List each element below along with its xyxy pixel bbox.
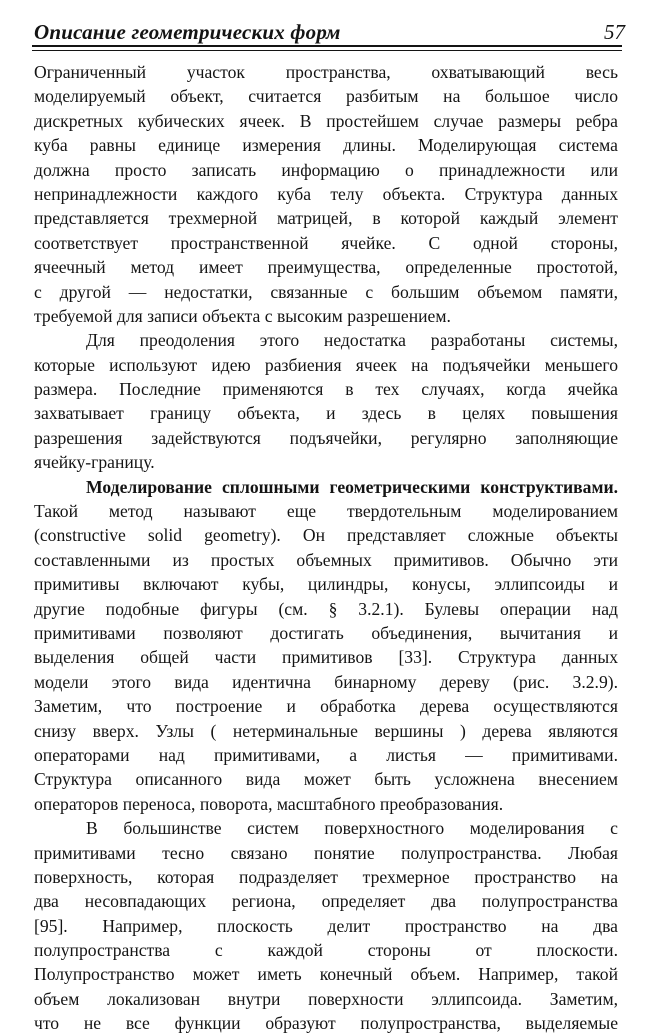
text-line: разрешения задействуются подъячейки, регулярно заполняющие [34, 427, 618, 448]
text-line: Для преодоления этого недостатка разработаны системы, [86, 330, 618, 351]
header-rule [32, 45, 622, 47]
text-line: Заметим, что построение и обработка дерева осуществляются [34, 696, 618, 717]
text-line: операторами над примитивами, а листья — примитивами. [34, 744, 618, 765]
running-title: Описание геометрических форм [34, 20, 341, 44]
text-line: с другой — недостатки, связанные с большим объемом памяти, [34, 281, 618, 302]
header-rule-thin [32, 50, 622, 51]
text-line: поверхность, которая подразделяет трехмерное пространство на [34, 866, 618, 887]
text-line: примитивы включают кубы, цилиндры, конусы, эллипсоиды и [34, 574, 618, 595]
paragraph [34, 328, 618, 474]
text-line: которые используют идею разбиения ячеек на подъячейки меньшего [34, 354, 618, 375]
section-heading: Моделирование сплошными геометрическими конструктивами. [86, 476, 618, 497]
text-line: составленными из простых объемных примитивов. Обычно эти [34, 549, 618, 570]
text-line: [95]. Например, плоскость делит пространство на два [34, 915, 618, 936]
text-line: моделируемый объект, считается разбитым на большое число [34, 86, 618, 107]
text-line: дискретных кубических ячеек. В простейшем случае размеры ребра [34, 110, 618, 131]
text-line: захватывает границу объекта, и здесь в целях повышения [34, 403, 618, 424]
text-line: представляется трехмерной матрицей, в которой каждый элемент [34, 208, 618, 229]
text-line: объем локализован внутри поверхности эллипсоида. Заметим, [34, 988, 618, 1009]
running-header [34, 18, 625, 46]
text-line: непринадлежности каждого куба телу объекта. Структура данных [34, 183, 618, 204]
text-line: что не все функции образуют полупространства, выделяемые [34, 1013, 618, 1034]
text-line: размера. Последние применяются в тех случаях, когда ячейка [34, 379, 618, 400]
text-line: выделения общей части примитивов [33]. Структура данных [34, 647, 618, 668]
text-line: снизу вверх. Узлы ( нетерминальные вершины ) дерева являются [34, 720, 618, 741]
text-line: ячеечный метод имеет преимущества, определенные простотой, [34, 257, 618, 278]
text-line: полупространства с каждой стороны от плоскости. [34, 940, 618, 961]
text-line: куба равны единице измерения длины. Моделирующая система [34, 135, 618, 156]
body-text [34, 60, 618, 1036]
text-line: другие подобные фигуры (см. § 3.2.1). Булевы операции над [34, 598, 618, 619]
text-line: примитивами позволяют достигать объединения, вычитания и [34, 622, 618, 643]
text-line: Структура описанного вида может быть усложнена внесением [34, 769, 618, 790]
text-line: Такой метод называют еще твердотельным моделированием [34, 501, 618, 522]
page-number: 57 [604, 20, 625, 44]
text-line: соответствует пространственной ячейке. С одной стороны, [34, 232, 618, 253]
text-line: Ограниченный участок пространства, охватывающий весь [34, 62, 618, 82]
text-line: В большинстве систем поверхностного моделирования с [86, 818, 618, 839]
paragraph [34, 816, 618, 1036]
text-line: примитивами тесно связано понятие полупространства. Любая [34, 842, 618, 863]
paragraph [34, 60, 618, 328]
paragraph [34, 475, 618, 816]
text-line: операторов переноса, поворота, масштабного преобразования. [34, 793, 504, 814]
text-line: требуемой для записи объекта с высоким разрешением. [34, 305, 451, 326]
text-line: два несовпадающих региона, определяет два полупространства [34, 891, 618, 912]
text-line: ячейку-границу. [34, 452, 155, 473]
text-line: модели этого вида идентична бинарному дереву (рис. 3.2.9). [34, 671, 618, 692]
text-line: Полупространство может иметь конечный объем. Например, такой [34, 964, 618, 985]
text-line: (constructive solid geometry). Он представляет сложные объекты [34, 525, 618, 546]
text-line: должна просто записать информацию о принадлежности или [34, 159, 618, 180]
